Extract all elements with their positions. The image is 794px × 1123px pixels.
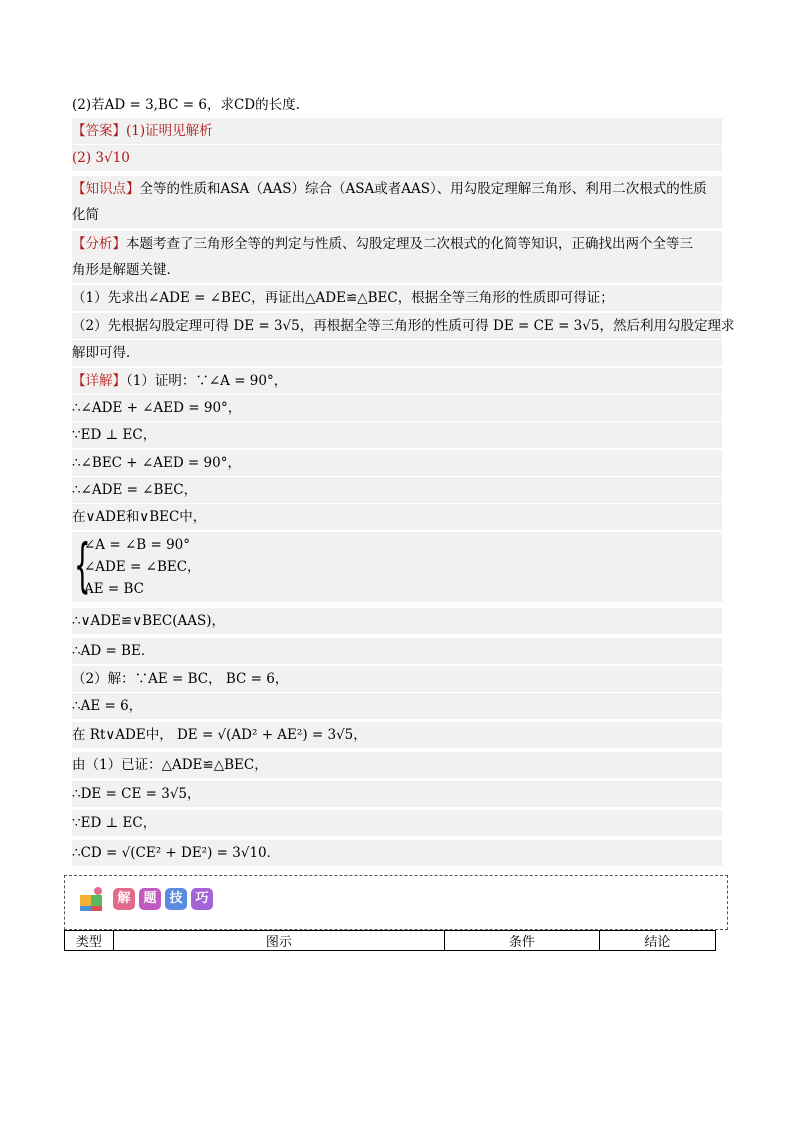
tips-char-2: 题: [139, 888, 161, 910]
detail-line13: ∴DE = CE = 3√5，: [72, 781, 722, 807]
tips-title: [113, 888, 213, 910]
equation-system: [72, 532, 722, 602]
detail-line5: ∴∠ADE = ∠BEC，: [72, 477, 722, 503]
detail-line15: ∴CD = √(CE² + DE²) = 3√10．: [72, 840, 722, 866]
header-type: 类型: [65, 931, 114, 951]
analysis-label: 【分析】: [72, 236, 126, 252]
puzzle-icon: [79, 886, 105, 912]
tips-char-1: 解: [113, 888, 135, 910]
technique-table: [64, 930, 716, 951]
analysis-line4: （2）先根据勾股定理可得 DE = 3√5，再根据全等三角形的性质可得 DE = CE = 3√5，然后利用勾股定理求: [72, 313, 722, 339]
detail-line9: （2）解：∵AE = BC， BC = 6，: [72, 666, 722, 692]
answer-label: 【答案】: [72, 123, 126, 139]
detail-line7: ∴∨ADE≌∨BEC(AAS)，: [72, 608, 722, 634]
answer-part2: (2) 3√10: [72, 145, 722, 171]
header-diagram: 图示: [113, 931, 444, 951]
detail-line12: 由（1）已证：△ADE≌△BEC，: [72, 752, 722, 778]
detail-label: 【详解】: [72, 373, 126, 389]
analysis-line3: （1）先求出∠ADE = ∠BEC，再证出△ADE≌△BEC，根据全等三角形的性质即可得证；: [72, 285, 722, 311]
analysis-line1: 【分析】本题考查了三角形全等的判定与性质、勾股定理及二次根式的化简等知识，正确找出两个全等三: [72, 231, 722, 257]
knowledge-line1: 【知识点】全等的性质和ASA（AAS）综合（ASA或者AAS）、用勾股定理解三角形、利用二次根式的性质: [72, 176, 722, 202]
detail-line8: ∴AD = BE．: [72, 638, 722, 664]
analysis-line5: 解即可得．: [72, 340, 722, 366]
table-header-row: [65, 931, 716, 951]
detail-line3: ∵ED ⊥ EC，: [72, 422, 722, 448]
system-line1: ∠A = ∠B = 90°: [84, 537, 191, 553]
detail-line11: 在 Rt∨ADE中， DE = √(AD² + AE²) = 3√5，: [72, 722, 722, 748]
detail-line4: ∴∠BEC + ∠AED = 90°，: [72, 450, 722, 476]
tips-char-4: 巧: [191, 888, 213, 910]
system-line3: AE = BC: [84, 581, 144, 597]
tips-char-3: 技: [165, 888, 187, 910]
detail-line1: 【详解】（1）证明：∵∠A = 90°，: [72, 368, 722, 394]
detail-line6: 在∨ADE和∨BEC中，: [72, 504, 722, 530]
header-condition: 条件: [445, 931, 600, 951]
system-line2: ∠ADE = ∠BEC，: [84, 559, 201, 575]
left-brace-icon: {: [74, 531, 91, 599]
knowledge-label: 【知识点】: [72, 181, 140, 197]
detail-line14: ∵ED ⊥ EC，: [72, 810, 722, 836]
header-conclusion: 结论: [599, 931, 715, 951]
detail-line2: ∴∠ADE + ∠AED = 90°，: [72, 395, 722, 421]
answer-part1: (1)证明见解析: [126, 123, 213, 139]
detail-line10: ∴AE = 6，: [72, 693, 722, 719]
knowledge-line2: 化简: [72, 202, 722, 228]
answer-line: [72, 118, 722, 144]
question-part2: (2)若AD = 3,BC = 6，求CD的长度.: [72, 97, 300, 113]
tips-box: [64, 875, 728, 930]
analysis-line2: 角形是解题关键．: [72, 257, 722, 283]
